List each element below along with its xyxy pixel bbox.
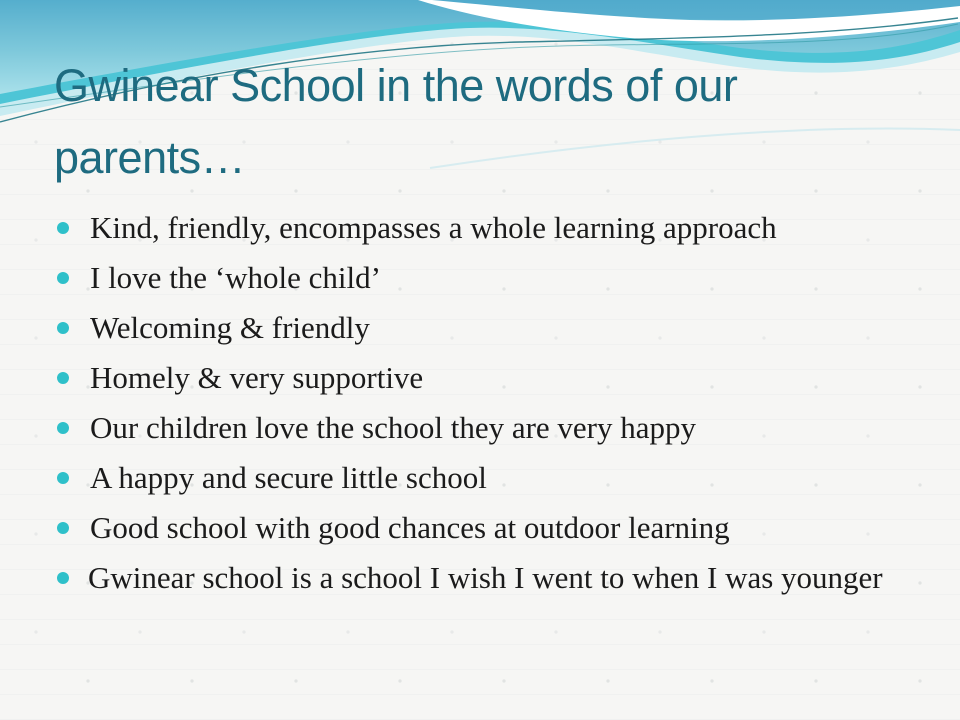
bullet-item xyxy=(55,553,915,603)
bullet-item xyxy=(55,253,915,303)
bullet-item xyxy=(55,403,915,453)
bullet-item xyxy=(55,503,915,553)
bullet-text: Homely & very supportive xyxy=(90,360,424,395)
bullet-icon xyxy=(57,322,69,334)
bullet-text: Good school with good chances at outdoor learning xyxy=(90,510,730,545)
bullet-text: A happy and secure little school xyxy=(90,460,487,495)
bullet-item xyxy=(55,303,915,353)
bullet-icon xyxy=(57,572,69,584)
bullet-icon xyxy=(57,222,69,234)
bullet-icon xyxy=(57,422,69,434)
bullet-icon xyxy=(57,472,69,484)
bullet-item xyxy=(55,353,915,403)
bullet-icon xyxy=(57,372,69,384)
bullet-text: Kind, friendly, encompasses a whole learning approach xyxy=(90,210,777,245)
bullet-item xyxy=(55,203,915,253)
bullet-text: Welcoming & friendly xyxy=(90,310,370,345)
bullet-item xyxy=(55,453,915,503)
slide-title: Gwinear School in the words of our parents… xyxy=(54,60,738,183)
bullet-text: I love the ‘whole child’ xyxy=(90,260,381,295)
bullet-icon xyxy=(57,272,69,284)
bullet-list xyxy=(55,203,915,603)
bullet-text: Our children love the school they are very happy xyxy=(90,410,697,445)
bullet-text: Gwinear school is a school I wish I went to when I was younger xyxy=(88,560,883,595)
bullet-icon xyxy=(57,522,69,534)
